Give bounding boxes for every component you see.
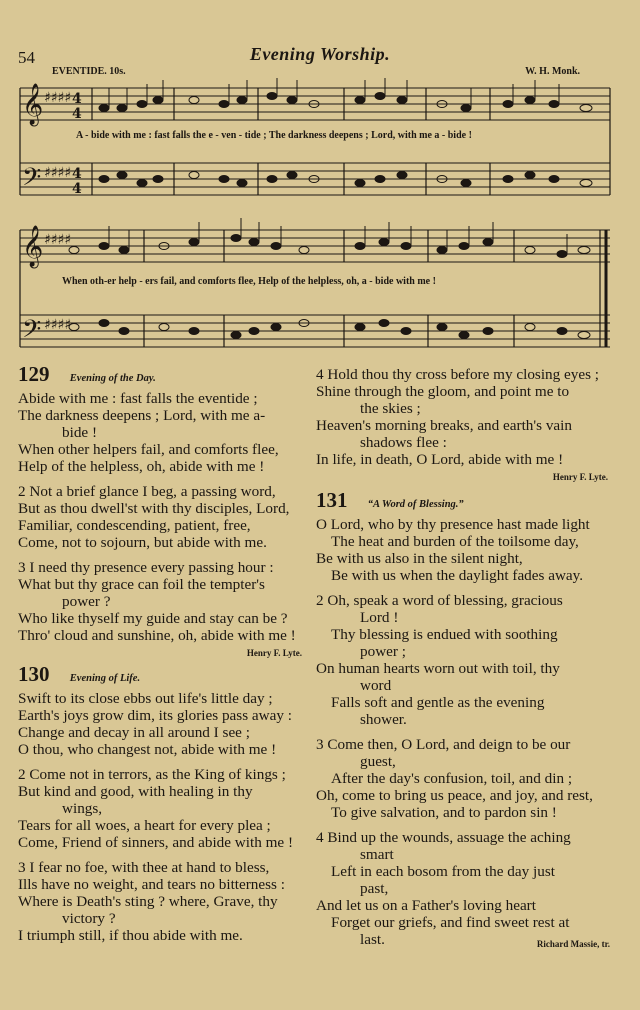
author-credit: Richard Massie, tr. xyxy=(536,939,610,949)
verse-line: In life, in death, O Lord, abide with me ! xyxy=(316,451,564,468)
verse-line: shower. xyxy=(360,711,407,728)
verse-line: smart xyxy=(360,846,394,863)
verse-line: 3 Come then, O Lord, and deign to be our xyxy=(316,736,571,753)
verse-line: 2 Oh, speak a word of blessing, gracious xyxy=(316,592,563,609)
svg-text:𝄞: 𝄞 xyxy=(22,84,44,125)
svg-text:𝄞: 𝄞 xyxy=(22,226,44,267)
verse-line: Shine through the gloom, and point me to xyxy=(316,383,570,400)
verse-line: To give salvation, and to pardon sin ! xyxy=(331,804,557,821)
hymn-number: 130 xyxy=(18,662,50,686)
verse-line: bide ! xyxy=(62,424,98,441)
staff-lines xyxy=(20,88,610,347)
verse-line: The heat and burden of the toilsome day, xyxy=(331,533,579,550)
hymn-131-header xyxy=(316,488,616,513)
verse-line: Swift to its close ebbs out life's little day ; xyxy=(18,690,273,707)
verse-line: But as thou dwell'st with thy disciples, Lord, xyxy=(18,500,290,517)
verse-line: Ills have no weight, and tears no bitterness : xyxy=(18,876,285,893)
verse-line: wings, xyxy=(62,800,103,817)
verse-line: the skies ; xyxy=(360,400,421,417)
music-score xyxy=(14,78,614,364)
verse-line: last. xyxy=(360,931,385,948)
verse-line: guest, xyxy=(360,753,396,770)
verse-line: 3 I need thy presence every passing hour : xyxy=(18,559,274,576)
verse-line: 4 Bind up the wounds, assuage the aching xyxy=(316,829,571,846)
verse-line: Abide with me : fast falls the eventide ; xyxy=(18,390,258,407)
hymn-number: 131 xyxy=(316,488,348,512)
clefs-and-signatures xyxy=(22,83,82,350)
verse-line: Left in each bosom from the day just xyxy=(331,863,555,880)
svg-text:4: 4 xyxy=(72,166,82,182)
verse-line: After the day's confusion, toil, and din ; xyxy=(331,770,573,787)
verse-line: Help of the helpless, oh, abide with me ! xyxy=(18,458,265,475)
verse-line: word xyxy=(360,677,392,694)
verse-line: Tears for all woes, a heart for every plea ; xyxy=(18,817,271,834)
verse-line: past, xyxy=(360,880,389,897)
left-column xyxy=(18,362,310,944)
verse-line: Familiar, condescending, patient, free, xyxy=(18,517,251,534)
verse-line: Earth's joys grow dim, its glories pass away : xyxy=(18,707,292,724)
page-number: 54 xyxy=(18,48,35,67)
verse-line: And let us on a Father's loving heart xyxy=(316,897,536,914)
composer: W. H. Monk. xyxy=(525,66,580,77)
lyrics-line-1: A - bide with me : fast falls the e - ven - tide ; The darkness deepens ; Lord, with me a - bide ! xyxy=(76,130,472,141)
verse-line: Heaven's morning breaks, and earth's vain xyxy=(316,417,572,434)
verse-line: Be with us when the daylight fades away. xyxy=(331,567,584,584)
hymn-number: 129 xyxy=(18,362,50,386)
author-credit: Henry F. Lyte. xyxy=(246,648,302,658)
hymn-title: Evening of the Day. xyxy=(69,373,156,384)
verse-line: The darkness deepens ; Lord, with me a- xyxy=(18,407,266,424)
hymn-title: “A Word of Blessing.” xyxy=(367,499,464,510)
verse-line: Thy blessing is endued with soothing xyxy=(331,626,558,643)
hymn-129-header xyxy=(18,362,310,387)
verse-line: shadows flee : xyxy=(360,434,447,451)
verse-line: Lord ! xyxy=(360,609,399,626)
verse-line: 2 Not a brief glance I beg, a passing word, xyxy=(18,483,276,500)
verse-line: On human hearts worn out with toil, thy xyxy=(316,660,560,677)
tune-name: EVENTIDE. 10s. xyxy=(52,66,126,77)
verse-line: When other helpers fail, and comforts flee, xyxy=(18,441,279,458)
verse-line: Thro' cloud and sunshine, oh, abide with me ! xyxy=(18,627,296,644)
verse-line: 4 Hold thou thy cross before my closing eyes ; xyxy=(316,366,600,383)
verse-line: O thou, who changest not, abide with me ! xyxy=(18,741,277,758)
svg-text:𝄢: 𝄢 xyxy=(22,315,42,350)
svg-text:♯♯♯♯: ♯♯♯♯ xyxy=(44,90,72,106)
svg-text:𝄢: 𝄢 xyxy=(22,163,42,198)
verse-line: 2 Come not in terrors, as the King of kings ; xyxy=(18,766,286,783)
author-credit: Henry F. Lyte. xyxy=(552,472,608,482)
svg-text:♯♯♯♯: ♯♯♯♯ xyxy=(44,165,72,181)
verse-line: Oh, come to bring us peace, and joy, and rest, xyxy=(316,787,593,804)
lyrics-line-2: When oth-er help - ers fail, and comforts flee, Help of the helpless, oh, a - bide with me ! xyxy=(62,276,436,287)
svg-text:4: 4 xyxy=(72,106,82,122)
hymn-title: Evening of Life. xyxy=(69,673,141,684)
verse-line: Be with us also in the silent night, xyxy=(316,550,523,567)
svg-text:4: 4 xyxy=(72,181,82,197)
verse-line: 3 I fear no foe, with thee at hand to bless, xyxy=(18,859,270,876)
verse-line: Change and decay in all around I see ; xyxy=(18,724,250,741)
verse-line: What but thy grace can foil the tempter's xyxy=(18,576,265,593)
svg-text:♯♯♯♯: ♯♯♯♯ xyxy=(44,317,72,333)
hymn-130-header xyxy=(18,662,310,687)
verse-line: I triumph still, if thou abide with me. xyxy=(18,927,243,944)
verse-line: But kind and good, with healing in thy xyxy=(18,783,253,800)
verse-line: Come, not to sojourn, but abide with me. xyxy=(18,534,267,551)
verse-line: Who like thyself my guide and stay can be ? xyxy=(18,610,288,627)
verse-line: victory ? xyxy=(62,910,116,927)
verse-line: Where is Death's sting ? where, Grave, thy xyxy=(18,893,278,910)
barlines xyxy=(20,88,610,347)
right-column xyxy=(316,366,616,953)
running-title: Evening Worship. xyxy=(249,44,391,64)
verse-line: Falls soft and gentle as the evening xyxy=(331,694,545,711)
svg-text:♯♯♯♯: ♯♯♯♯ xyxy=(44,232,72,248)
verse-line: Forget our griefs, and find sweet rest at xyxy=(331,914,570,931)
verse-line: power ? xyxy=(62,593,111,610)
verse-line: Come, Friend of sinners, and abide with me ! xyxy=(18,834,294,851)
svg-text:4: 4 xyxy=(72,91,82,107)
verse-line: power ; xyxy=(360,643,406,660)
verse-line: O Lord, who by thy presence hast made light xyxy=(316,516,590,533)
